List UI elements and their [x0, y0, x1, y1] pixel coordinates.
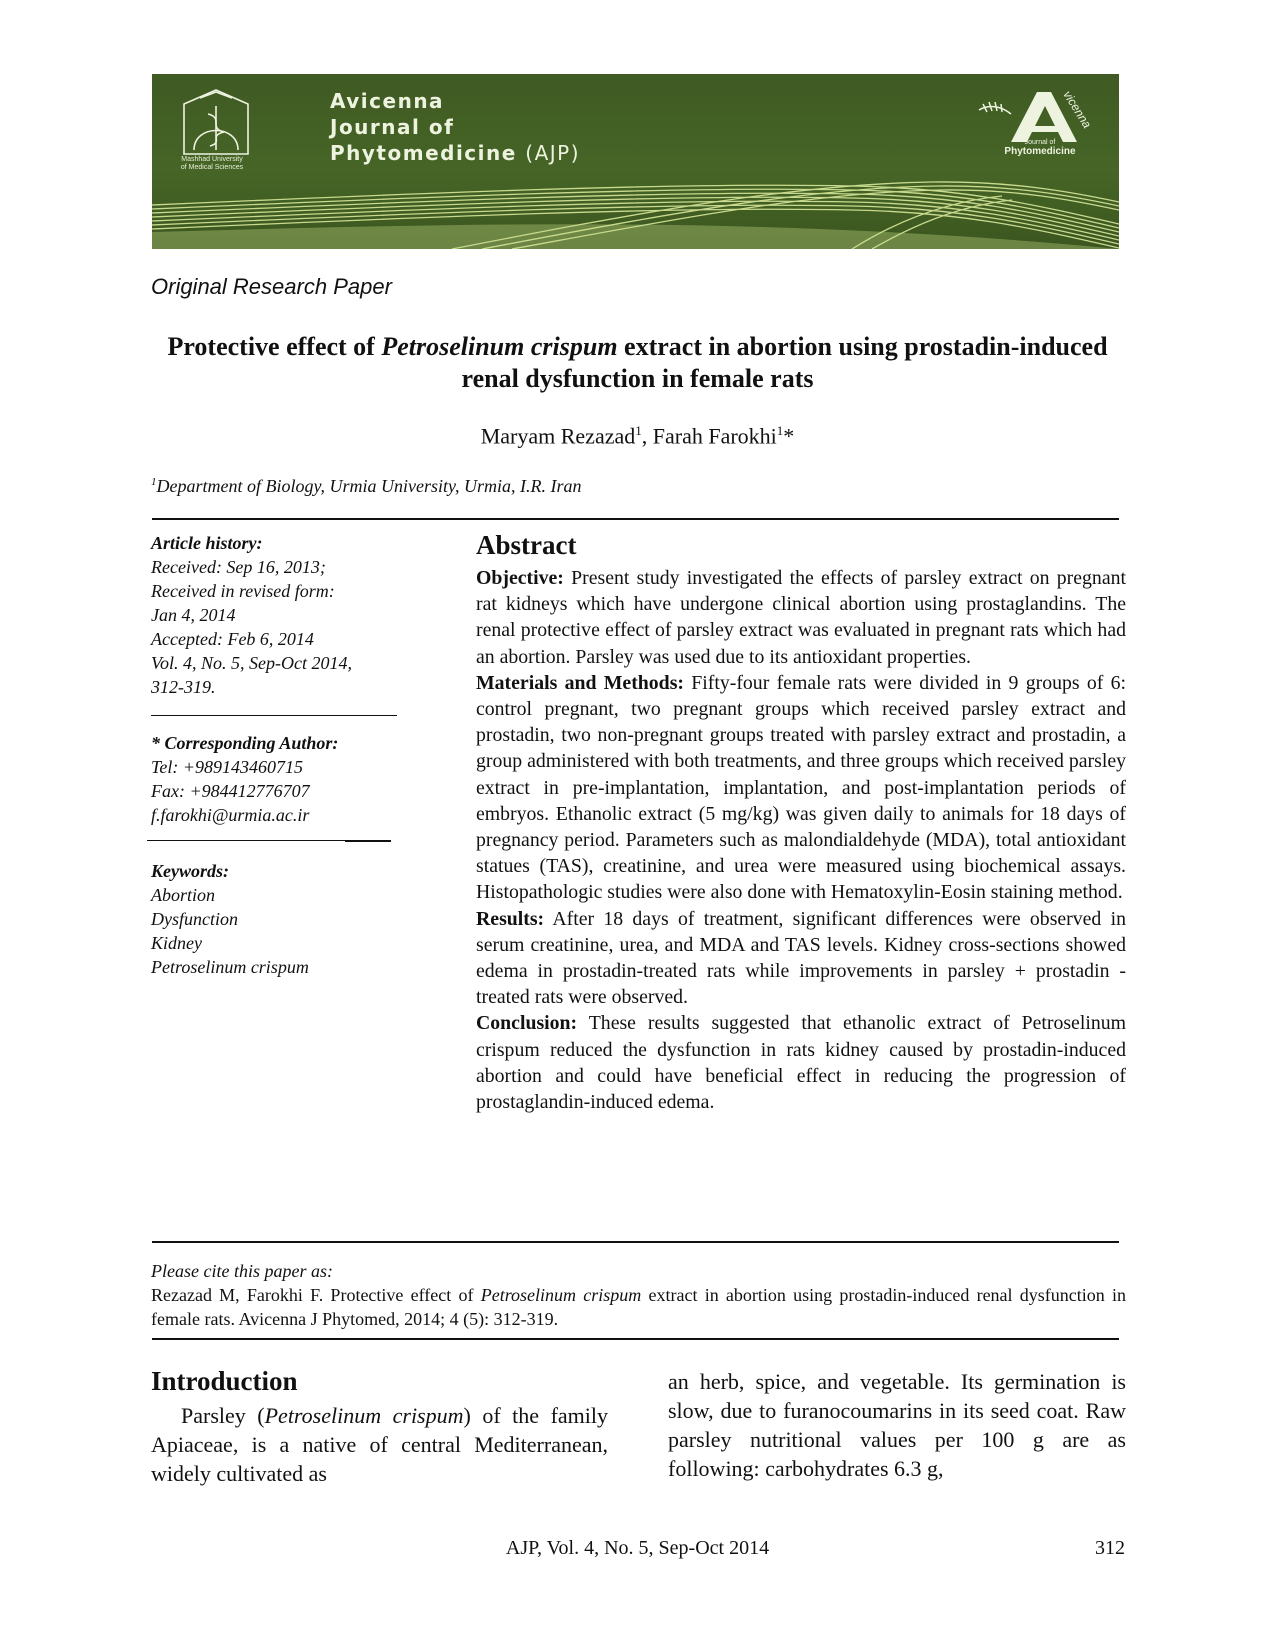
divider-citation-top [152, 1241, 1119, 1243]
objective-text: Present study investigated the effects of parsley extract on pregnant rat kidneys which have undergone clinical abortion using prostaglandins. The renal protective effect of parsley extract was evaluated in pregnant rats which had an abortion. Parsley was used due to its antioxidant properties. [476, 567, 1126, 668]
results-text: After 18 days of treatment, significant differences were observed in serum creatinine, urea, and MDA and TAS levels. Kidney cross-sections showed edema in prostadin-treated rats while improvements in parsley + prostadin -treated rats were observed. [476, 907, 1126, 1009]
volume-info: Vol. 4, No. 5, Sep-Oct 2014, [151, 653, 352, 673]
divider-citation-bottom [152, 1338, 1119, 1340]
page-number: 312 [1095, 1537, 1125, 1559]
author-name: Maryam Rezazad [480, 423, 636, 449]
journal-title [330, 88, 580, 166]
journal-title-line1: Avicenna [330, 89, 445, 113]
abstract-heading: Abstract [476, 530, 577, 560]
article-history [151, 531, 401, 699]
footer-journal: AJP, Vol. 4, No. 5, Sep-Oct 2014 [505, 1537, 770, 1559]
journal-title-line3: Phytomedicine [330, 141, 517, 165]
ajp-logo-caption [985, 139, 1095, 157]
keyword-item: Dysfunction [151, 909, 238, 929]
intro-text: Parsley ( [181, 1403, 265, 1428]
keywords [151, 859, 401, 979]
university-caption-line1: Mashhad University [181, 156, 243, 163]
corresponding-mark: * [783, 423, 795, 449]
sidebar-divider [147, 840, 345, 841]
keyword-item: Abortion [151, 885, 216, 905]
telephone: Tel: +989143460715 [151, 757, 303, 777]
methods-text: Fifty-four female rats were divided in 9 groups of 6: control pregnant, two pregnant groups which received parsley extract and prostadin, two non-pregnant groups treated with parsley extract and prostadin, a group administered with both treatments, and three groups which received parsley extract in pre-implantation, implantation, and post-implantation periods of embryos. Ethanolic extract (5 mg/kg) was given daily to animals for 18 days of pregnancy period. Parameters such as malondialdehyde (MDA), total antioxidant statues (TAS), creatinine, and urea were measured using biochemical assays. Histopathologic studies were also done with Hematoxylin-Eosin staining method. [476, 671, 1127, 904]
journal-abbreviation: (AJP) [525, 141, 581, 165]
author-separator: , [641, 423, 653, 449]
journal-banner [152, 74, 1119, 249]
conclusion-text: These results suggested that ethanolic extract of Petroselinum crispum reduced the dysfunction in rats kidney caused by prostadin-induced abortion and could have beneficial effect in reducing the progression of prostaglandin-induced edema. [476, 1012, 1126, 1114]
keywords-heading: Keywords: [151, 861, 229, 881]
author-name: Farah Farokhi [652, 423, 777, 449]
paper-type: Original Research Paper [151, 274, 392, 299]
author-affiliation-mark: 1 [635, 423, 642, 438]
revised-label: Received in revised form: [151, 581, 335, 601]
affiliation-text: Department of Biology, Urmia University, Urmia, I.R. Iran [156, 476, 582, 496]
title-species: Petroselinum crispum [381, 332, 618, 361]
university-caption [162, 156, 262, 172]
corresponding-author [151, 731, 401, 827]
divider-top [152, 518, 1119, 520]
article-history-heading: Article history: [151, 533, 263, 553]
fax: Fax: +984412776707 [151, 781, 310, 801]
abstract-objective [476, 565, 1126, 670]
introduction-right-column: an herb, spice, and vegetable. Its germination is slow, due to furanocoumarins in its seed coat. Raw parsley nutritional values per 100 g are as following: carbohydrates 6.3 g, [668, 1369, 1126, 1481]
intro-text-end: ) of the family Apiaceae, is a native of central Mediterranean, widely cultivated as [151, 1403, 609, 1486]
abstract-conclusion [476, 1010, 1126, 1115]
affiliation [151, 476, 581, 497]
results-label: Results: [476, 907, 545, 930]
logo-caption-big: Phytomedicine [1004, 146, 1076, 157]
sidebar-divider-accent [345, 840, 391, 842]
page-range: 312-319. [151, 677, 216, 697]
introduction-left-column [151, 1401, 608, 1488]
title-part2: extract in abortion using prostadin-induced renal dysfunction in female rats [461, 332, 1108, 393]
keyword-item: Kidney [151, 933, 202, 953]
citation-text-end: extract in abortion using prostadin-induced renal dysfunction in female rats. Avicenna J Phytomed, 2014; 4 (5): 312-319. [151, 1285, 1126, 1329]
author-list [150, 423, 1125, 449]
intro-species: Petroselinum crispum [264, 1403, 464, 1428]
ajp-logo [959, 80, 1099, 180]
revised-date: Jan 4, 2014 [151, 605, 236, 625]
accepted-date: Accepted: Feb 6, 2014 [151, 629, 314, 649]
logo-arc-text: vicenna [1060, 88, 1095, 131]
journal-title-line2: Journal of [330, 115, 455, 139]
introduction-heading: Introduction [151, 1366, 298, 1396]
abstract-body [476, 565, 1126, 1115]
citation-lead: Please cite this paper as: [151, 1261, 333, 1281]
conclusion-label: Conclusion: [476, 1012, 578, 1035]
author-affiliation-mark: 1 [776, 423, 784, 438]
corresponding-author-heading: * Corresponding Author: [151, 733, 339, 753]
abstract-results [476, 906, 1126, 1011]
paper-title [150, 331, 1125, 395]
objective-label: Objective: [476, 567, 564, 589]
citation-text: Rezazad M, Farokhi F. Protective effect of [151, 1285, 481, 1305]
title-part1: Protective effect of [167, 332, 382, 361]
received-date: Received: Sep 16, 2013; [151, 557, 326, 577]
email-link[interactable]: f.farokhi@urmia.ac.ir [151, 805, 310, 825]
abstract-methods [476, 670, 1126, 906]
citation-block [151, 1259, 1126, 1331]
keyword-item: Petroselinum crispum [151, 957, 309, 977]
citation-species: Petroselinum crispum [480, 1285, 642, 1305]
methods-label: Materials and Methods: [476, 671, 684, 694]
affiliation-number: 1 [151, 476, 157, 488]
logo-caption-small: Journal of [1024, 139, 1056, 146]
university-caption-line2: of Medical Sciences [180, 164, 244, 171]
sidebar-divider [151, 715, 397, 716]
